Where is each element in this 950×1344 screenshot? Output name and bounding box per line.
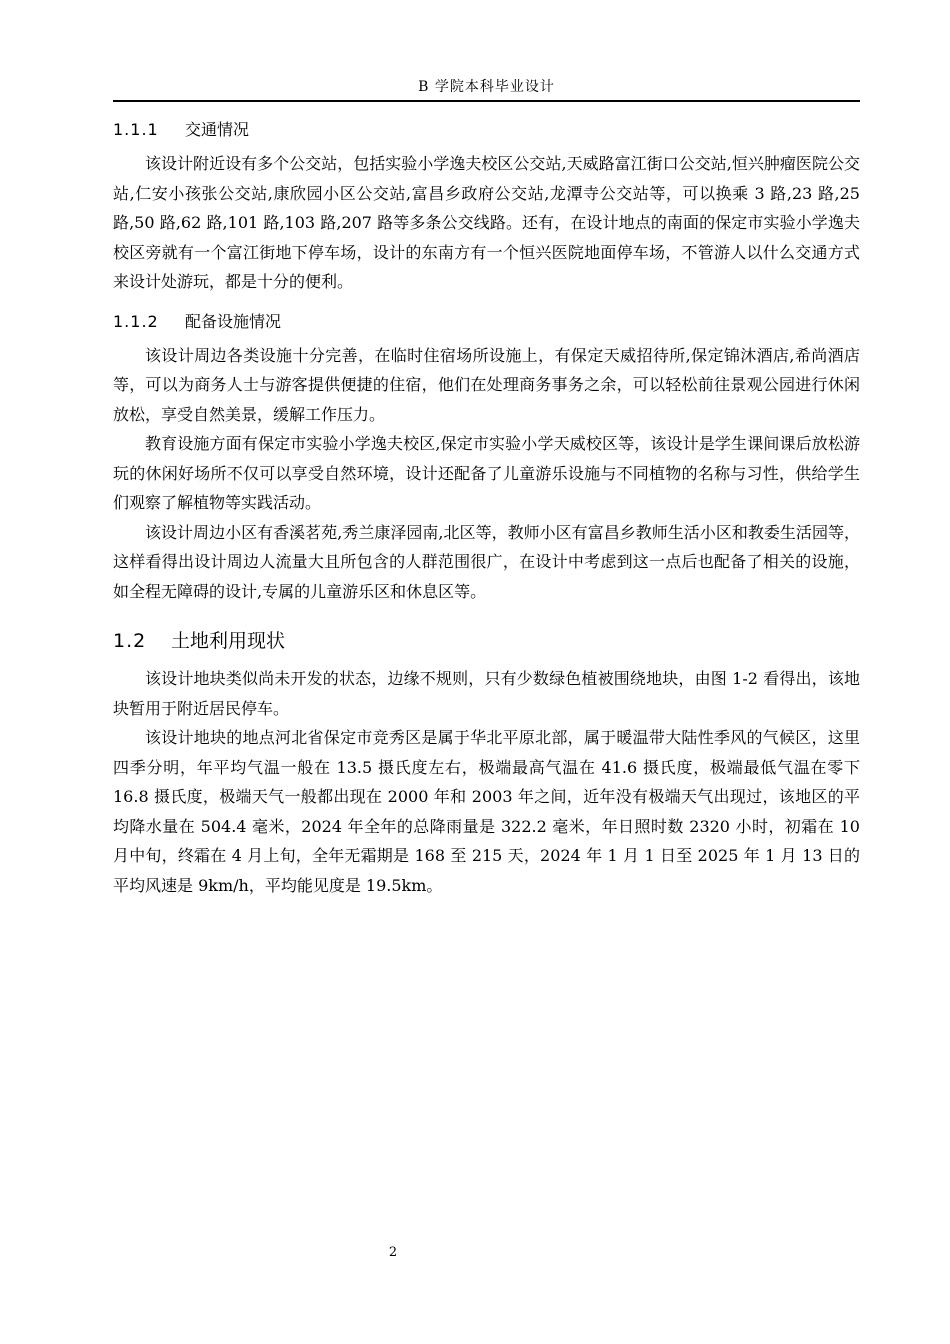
paragraph: 该设计地块的地点河北省保定市竞秀区是属于华北平原北部，属于暖温带大陆性季风的气候区，这里四季分明，年平均气温一般在 13.5 摄氏度左右，极端最高气温在 41.6 摄氏度，极端最低气温在零下 16.8 摄氏度，极端天气一般都出现在 2000 年和 2003 年之间，近年没有极端天气出现过，该地区的平均降水量在 504.4 毫米，2024 年全年的总降雨量是 322.2 毫米，年日照时数 2320 小时，初霜在 10 月中旬，终霜在 4 月上旬，全年无霜期是 168 至 215 天，2024 年 1 月 1 日至 2025 年 1 月 13 日的平均风速是 9km/h，平均能见度是 19.5km。 [113,728,860,895]
section-number: 1.1.1 [113,120,159,139]
header-rule [113,100,860,102]
section-number: 1.2 [113,630,147,652]
page-content [113,113,860,900]
paragraph: 教育设施方面有保定市实验小学逸夫校区,保定市实验小学天威校区等，该设计是学生课间课后放松游玩的休闲好场所不仅可以享受自然环境，设计还配备了儿童游乐设施与不同植物的名称与习性，供给学生们观察了解植物等实践活动。 [113,434,860,512]
paragraph: 该设计附近设有多个公交站，包括实验小学逸夫校区公交站,天威路富江街口公交站,恒兴肿瘤医院公交站,仁安小孩张公交站,康欣园小区公交站,富昌乡政府公交站,龙潭寺公交站等，可以换乘 3 路,23 路,25 路,50 路,62 路,101 路,103 路,207 路等多条公交线路。还有，在设计地点的南面的保定市实验小学逸夫校区旁就有一个富江街地下停车场，设计的东南方有一个恒兴医院地面停车场，不管游人以什么交通方式来设计处游玩，都是十分的便利。 [113,154,860,291]
section-heading-1-2 [113,628,860,654]
paragraph: 该设计地块类似尚未开发的状态，边缘不规则，只有少数绿色植被围绕地块，由图 1-2 看得出，该地块暂用于附近居民停车。 [113,669,860,718]
paragraph: 该设计周边各类设施十分完善，在临时住宿场所设施上，有保定天威招待所,保定锦沐酒店,希尚酒店等，可以为商务人士与游客提供便捷的住宿，他们在处理商务事务之余，可以轻松前往景观公园进行休闲放松，享受自然美景，缓解工作压力。 [113,345,860,424]
section-title: 土地利用现状 [171,630,286,652]
section-title: 配备设施情况 [185,311,282,331]
paragraph: 该设计周边小区有香溪茗苑,秀兰康泽园南,北区等，教师小区有富昌乡教师生活小区和教委生活园等，这样看得出设计周边人流量大且所包含的人群范围很广，在设计中考虑到这一点后也配备了相关的设施，如全程无障碍的设计,专属的儿童游乐区和休息区等。 [113,522,860,601]
running-header: B 学院本科毕业设计 [418,79,555,95]
section-heading-1-1-2 [113,311,860,333]
section-number: 1.1.2 [113,311,159,331]
section-heading-1-1-1 [113,119,860,141]
page-number: 2 [388,1245,398,1260]
section-title: 交通情况 [185,120,250,139]
